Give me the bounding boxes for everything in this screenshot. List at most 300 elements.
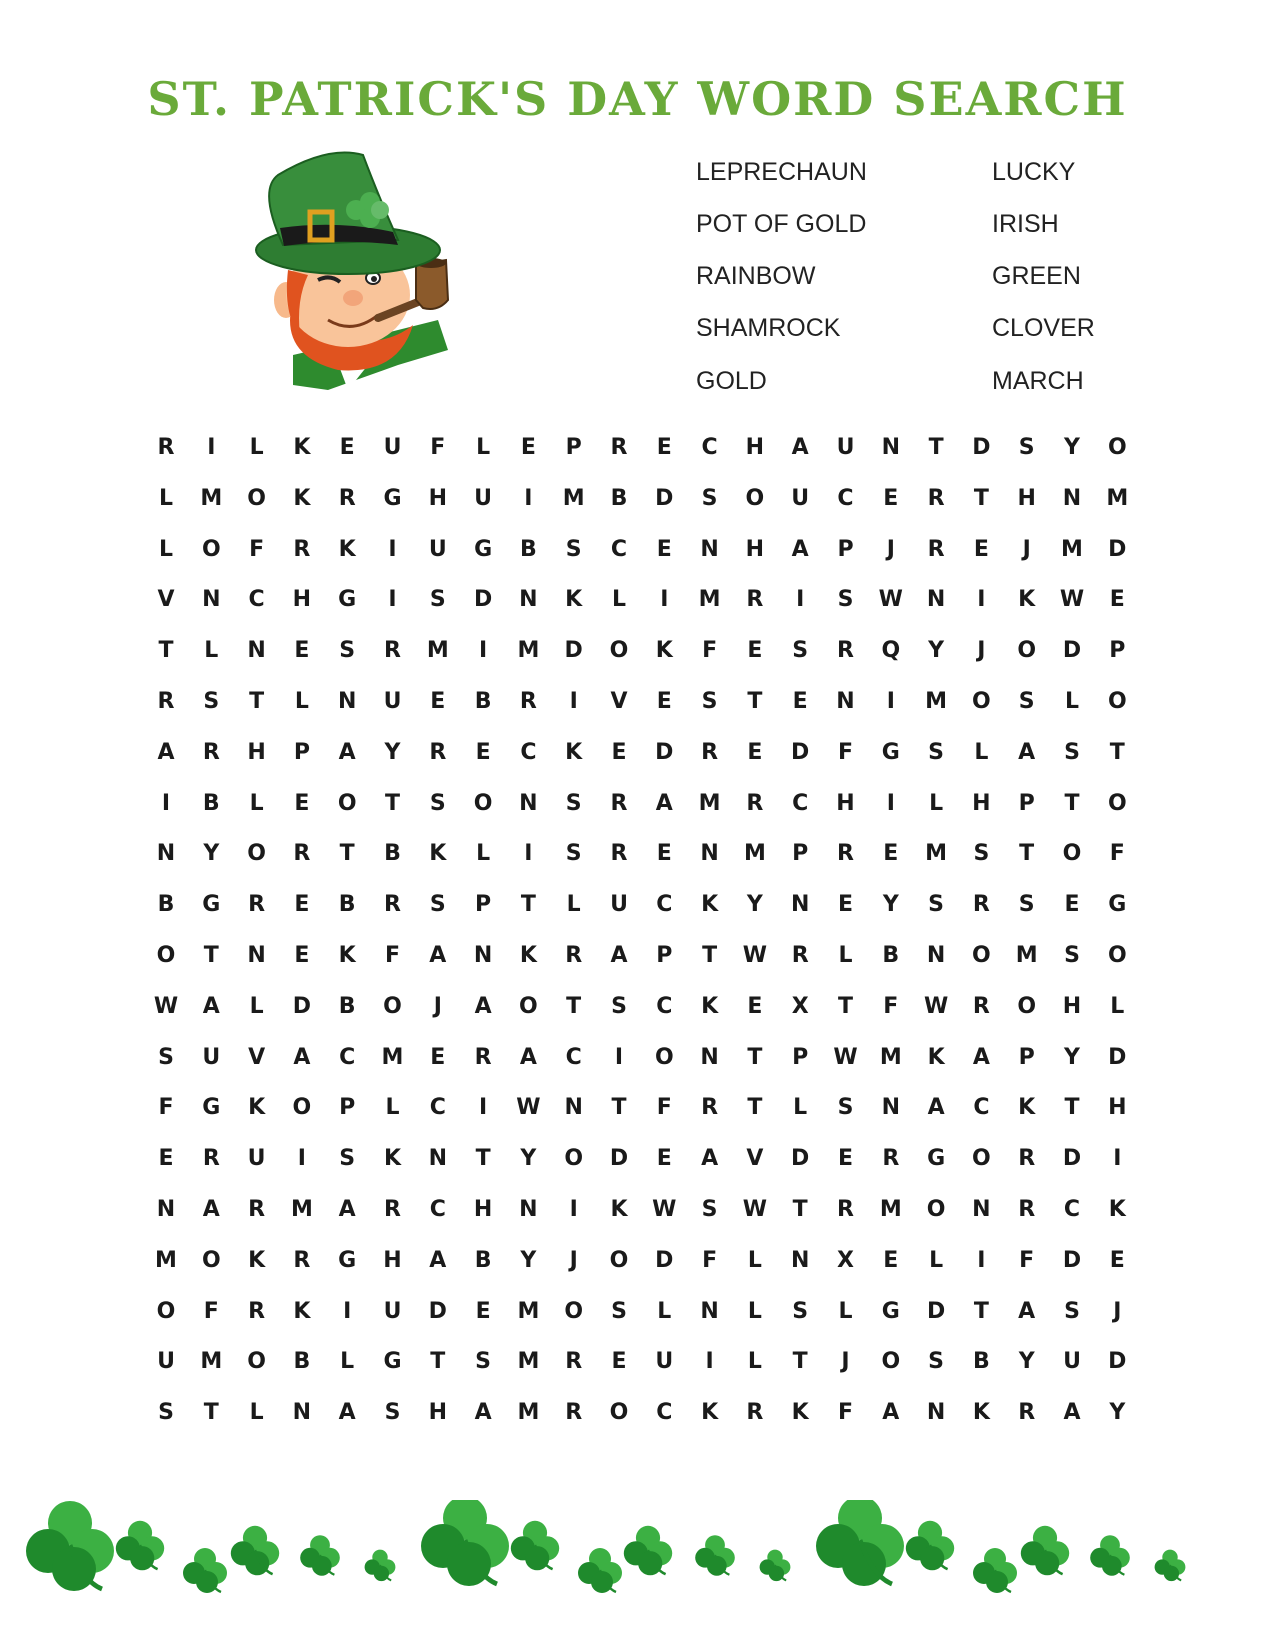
grid-letter[interactable]: R [746, 1400, 764, 1426]
grid-letter[interactable]: S [701, 1197, 718, 1222]
grid-letter[interactable]: A [338, 1400, 356, 1426]
grid-letter[interactable]: P [1018, 1044, 1035, 1070]
grid-letter[interactable]: M [698, 587, 721, 613]
grid-letter[interactable]: U [157, 1349, 175, 1375]
grid-letter[interactable]: K [293, 435, 311, 460]
grid-letter[interactable]: T [792, 1349, 808, 1375]
grid-letter[interactable]: M [562, 485, 585, 511]
grid-letter[interactable]: K [293, 1298, 311, 1324]
grid-letter[interactable]: R [1018, 1146, 1036, 1172]
grid-letter[interactable]: S [203, 689, 220, 714]
grid-letter[interactable]: I [388, 587, 397, 613]
grid-letter[interactable]: K [791, 1400, 809, 1426]
grid-letter[interactable]: B [474, 689, 492, 714]
grid-letter[interactable]: P [656, 943, 673, 968]
grid-letter[interactable]: N [473, 943, 493, 968]
grid-letter[interactable]: E [656, 689, 672, 714]
grid-letter[interactable]: E [611, 1349, 627, 1375]
grid-letter[interactable]: N [790, 892, 810, 918]
grid-letter[interactable]: T [973, 485, 989, 511]
grid-letter[interactable]: S [701, 485, 718, 511]
grid-letter[interactable]: E [294, 790, 310, 816]
grid-letter[interactable]: M [517, 1400, 540, 1426]
grid-letter[interactable]: I [524, 485, 533, 511]
grid-letter[interactable]: W [742, 943, 768, 968]
grid-letter[interactable]: A [791, 435, 809, 460]
grid-letter[interactable]: R [746, 587, 764, 613]
grid-letter[interactable]: S [384, 1400, 401, 1426]
grid-letter[interactable]: G [927, 1146, 946, 1172]
grid-letter[interactable]: O [337, 790, 357, 816]
grid-letter[interactable]: R [565, 1349, 583, 1375]
grid-letter[interactable]: A [429, 943, 447, 968]
grid-letter[interactable]: T [249, 689, 265, 714]
grid-letter[interactable]: I [977, 1247, 986, 1273]
grid-letter[interactable]: H [292, 587, 312, 613]
grid-letter[interactable]: I [886, 790, 895, 816]
grid-letter[interactable]: U [383, 435, 402, 460]
grid-letter[interactable]: R [293, 1247, 311, 1273]
grid-letter[interactable]: L [1110, 993, 1125, 1019]
grid-letter[interactable]: K [565, 739, 583, 765]
grid-letter[interactable]: N [700, 1298, 719, 1324]
grid-letter[interactable]: M [698, 790, 721, 816]
grid-letter[interactable]: D [655, 1247, 674, 1273]
grid-letter[interactable]: L [385, 1095, 400, 1121]
grid-letter[interactable]: I [1113, 1146, 1122, 1172]
grid-letter[interactable]: S [1064, 943, 1080, 968]
grid-letter[interactable]: A [610, 943, 628, 968]
grid-letter[interactable]: L [838, 1298, 853, 1324]
grid-letter[interactable]: L [747, 1247, 762, 1273]
grid-letter[interactable]: S [792, 1298, 809, 1324]
grid-letter[interactable]: M [200, 1349, 223, 1375]
grid-letter[interactable]: S [429, 587, 446, 613]
grid-letter[interactable]: R [429, 739, 447, 765]
grid-letter[interactable]: G [881, 739, 900, 765]
grid-letter[interactable]: B [973, 1349, 990, 1375]
grid-letter[interactable]: S [158, 1044, 174, 1070]
grid-letter[interactable]: L [566, 892, 581, 918]
grid-letter[interactable]: T [611, 1095, 627, 1121]
grid-letter[interactable]: O [972, 943, 991, 968]
grid-letter[interactable]: C [565, 1044, 582, 1070]
grid-letter[interactable]: A [701, 1146, 719, 1172]
grid-letter[interactable]: R [791, 943, 809, 968]
grid-letter[interactable]: U [383, 689, 402, 714]
grid-letter[interactable]: R [519, 689, 537, 714]
grid-letter[interactable]: Y [520, 1247, 537, 1273]
grid-letter[interactable]: T [203, 943, 219, 968]
grid-letter[interactable]: O [247, 1349, 266, 1375]
grid-letter[interactable]: B [157, 892, 175, 918]
grid-letter[interactable]: L [974, 739, 989, 765]
grid-letter[interactable]: L [294, 689, 309, 714]
grid-letter[interactable]: E [475, 739, 491, 765]
grid-letter[interactable]: U [655, 1349, 674, 1375]
grid-letter[interactable]: D [1062, 1146, 1082, 1172]
grid-letter[interactable]: E [475, 1298, 491, 1324]
grid-letter[interactable]: W [1059, 587, 1085, 613]
grid-letter[interactable]: N [926, 943, 946, 968]
grid-letter[interactable]: C [520, 739, 537, 765]
grid-letter[interactable]: E [430, 689, 446, 714]
grid-letter[interactable]: F [203, 1298, 219, 1324]
grid-letter[interactable]: N [519, 587, 538, 613]
grid-letter[interactable]: N [700, 536, 719, 562]
grid-letter[interactable]: G [881, 1298, 900, 1324]
grid-letter[interactable]: O [881, 1349, 901, 1375]
grid-letter[interactable]: R [384, 892, 401, 918]
grid-letter[interactable]: F [158, 1095, 174, 1121]
grid-letter[interactable]: F [656, 1095, 672, 1121]
grid-letter[interactable]: M [1061, 536, 1083, 562]
grid-letter[interactable]: W [742, 1197, 768, 1222]
grid-letter[interactable]: J [886, 536, 895, 562]
grid-letter[interactable]: W [153, 993, 179, 1019]
grid-letter[interactable]: C [656, 993, 673, 1019]
grid-letter[interactable]: M [743, 841, 766, 867]
grid-letter[interactable]: R [474, 1044, 492, 1070]
grid-letter[interactable]: U [610, 892, 628, 918]
grid-letter[interactable]: K [383, 1146, 402, 1172]
grid-letter[interactable]: M [155, 1247, 177, 1273]
grid-letter[interactable]: C [837, 485, 854, 511]
grid-letter[interactable]: S [928, 739, 945, 765]
grid-letter[interactable]: V [248, 1044, 266, 1070]
grid-letter[interactable]: L [476, 435, 491, 460]
grid-letter[interactable]: J [1022, 536, 1031, 562]
grid-letter[interactable]: L [747, 1298, 762, 1324]
grid-letter[interactable]: N [926, 587, 946, 613]
grid-letter[interactable]: L [1064, 689, 1080, 714]
grid-letter[interactable]: C [656, 1400, 673, 1426]
grid-letter[interactable]: L [929, 790, 944, 816]
grid-letter[interactable]: I [614, 1044, 624, 1070]
grid-letter[interactable]: B [338, 993, 356, 1019]
grid-letter[interactable]: K [338, 536, 356, 562]
grid-letter[interactable]: R [157, 435, 175, 460]
grid-letter[interactable]: N [247, 638, 266, 664]
grid-letter[interactable]: M [925, 841, 948, 867]
grid-letter[interactable]: R [837, 1197, 854, 1222]
grid-letter[interactable]: N [881, 435, 900, 460]
grid-letter[interactable]: R [293, 841, 311, 867]
grid-letter[interactable]: F [430, 435, 446, 460]
grid-letter[interactable]: Y [1064, 435, 1080, 460]
grid-letter[interactable]: W [923, 993, 949, 1019]
grid-letter[interactable]: D [1062, 1247, 1082, 1273]
grid-letter[interactable]: I [388, 536, 397, 562]
grid-letter[interactable]: N [519, 1197, 538, 1222]
grid-letter[interactable]: B [293, 1349, 311, 1375]
grid-letter[interactable]: Q [881, 638, 901, 664]
grid-letter[interactable]: O [972, 1146, 991, 1172]
grid-letter[interactable]: T [430, 1349, 446, 1375]
grid-letter[interactable]: U [383, 1298, 402, 1324]
grid-letter[interactable]: U [791, 485, 810, 511]
grid-letter[interactable]: N [519, 790, 538, 816]
grid-letter[interactable]: S [1018, 892, 1035, 918]
grid-letter[interactable]: M [517, 1349, 540, 1375]
grid-letter[interactable]: L [158, 485, 174, 511]
grid-letter[interactable]: O [383, 993, 402, 1019]
grid-letter[interactable]: N [926, 1400, 946, 1426]
grid-letter[interactable]: S [701, 689, 718, 714]
grid-letter[interactable]: H [428, 1400, 447, 1426]
grid-letter[interactable]: A [655, 790, 673, 816]
grid-letter[interactable]: R [202, 1146, 220, 1172]
grid-letter[interactable]: F [1019, 1247, 1035, 1273]
grid-letter[interactable]: I [977, 587, 986, 613]
grid-letter[interactable]: N [700, 841, 719, 867]
grid-letter[interactable]: R [1018, 1197, 1036, 1222]
grid-letter[interactable]: A [157, 739, 175, 765]
grid-letter[interactable]: Y [384, 739, 401, 765]
grid-letter[interactable]: M [1106, 485, 1129, 511]
grid-letter[interactable]: O [926, 1197, 946, 1222]
grid-letter[interactable]: E [883, 485, 899, 511]
grid-letter[interactable]: A [429, 1247, 447, 1273]
grid-letter[interactable]: E [792, 689, 808, 714]
grid-letter[interactable]: N [202, 587, 221, 613]
grid-letter[interactable]: D [1062, 638, 1082, 664]
grid-letter[interactable]: O [972, 689, 991, 714]
grid-letter[interactable]: O [609, 638, 629, 664]
grid-letter[interactable]: P [1109, 638, 1126, 664]
grid-letter[interactable]: A [202, 993, 220, 1019]
grid-letter[interactable]: I [161, 790, 171, 816]
grid-letter[interactable]: C [610, 536, 628, 562]
grid-letter[interactable]: T [747, 1044, 763, 1070]
grid-letter[interactable]: D [655, 485, 674, 511]
grid-letter[interactable]: E [883, 1247, 899, 1273]
grid-letter[interactable]: I [297, 1146, 306, 1172]
grid-letter[interactable]: O [1107, 943, 1127, 968]
grid-letter[interactable]: I [479, 1095, 488, 1121]
grid-letter[interactable]: K [565, 587, 583, 613]
grid-letter[interactable]: L [657, 1298, 672, 1324]
grid-letter[interactable]: T [928, 435, 944, 460]
grid-letter[interactable]: L [249, 993, 264, 1019]
grid-letter[interactable]: J [841, 1349, 850, 1375]
grid-letter[interactable]: W [878, 587, 903, 613]
grid-letter[interactable]: O [156, 943, 176, 968]
grid-letter[interactable]: R [837, 638, 854, 664]
grid-letter[interactable]: U [836, 435, 855, 460]
grid-letter[interactable]: Y [746, 892, 763, 918]
grid-letter[interactable]: H [745, 536, 765, 562]
grid-letter[interactable]: O [201, 536, 221, 562]
grid-letter[interactable]: L [249, 1400, 264, 1426]
grid-letter[interactable]: T [158, 638, 174, 664]
grid-letter[interactable]: A [1063, 1400, 1081, 1426]
grid-letter[interactable]: K [655, 638, 673, 664]
grid-letter[interactable]: M [517, 1298, 540, 1324]
grid-letter[interactable]: U [474, 485, 493, 511]
grid-letter[interactable]: T [702, 943, 718, 968]
grid-letter[interactable]: P [837, 536, 854, 562]
grid-letter[interactable]: S [1018, 435, 1035, 460]
grid-letter[interactable]: M [879, 1044, 902, 1070]
grid-letter[interactable]: N [836, 689, 855, 714]
grid-letter[interactable]: N [428, 1146, 447, 1172]
grid-letter[interactable]: C [656, 892, 673, 918]
grid-letter[interactable]: W [516, 1095, 541, 1121]
grid-letter[interactable]: O [247, 841, 266, 867]
grid-letter[interactable]: X [837, 1247, 854, 1273]
grid-letter[interactable]: C [1063, 1197, 1081, 1222]
grid-letter[interactable]: Y [928, 638, 945, 664]
grid-letter[interactable]: N [790, 1247, 810, 1273]
grid-letter[interactable]: A [1018, 1298, 1036, 1324]
grid-letter[interactable]: D [1108, 1044, 1127, 1070]
grid-letter[interactable]: C [429, 1197, 446, 1222]
grid-letter[interactable]: D [1108, 1349, 1127, 1375]
grid-letter[interactable]: A [293, 1044, 311, 1070]
grid-letter[interactable]: E [611, 739, 627, 765]
grid-letter[interactable]: M [517, 638, 540, 664]
grid-letter[interactable]: K [519, 943, 537, 968]
grid-letter[interactable]: E [656, 536, 672, 562]
grid-letter[interactable]: X [791, 993, 809, 1019]
grid-letter[interactable]: H [1108, 1095, 1127, 1121]
grid-letter[interactable]: E [158, 1146, 174, 1172]
grid-letter[interactable]: D [609, 1146, 629, 1172]
grid-letter[interactable]: P [792, 841, 809, 867]
grid-letter[interactable]: K [1018, 1095, 1036, 1121]
grid-letter[interactable]: H [247, 739, 266, 765]
grid-letter[interactable]: A [202, 1197, 220, 1222]
grid-letter[interactable]: C [429, 1095, 446, 1121]
grid-letter[interactable]: W [833, 1044, 858, 1070]
grid-letter[interactable]: K [701, 993, 719, 1019]
grid-letter[interactable]: G [202, 1095, 221, 1121]
grid-letter[interactable]: K [248, 1095, 266, 1121]
grid-letter[interactable]: D [564, 638, 583, 664]
grid-letter[interactable]: R [1018, 1400, 1036, 1426]
grid-letter[interactable]: K [429, 841, 447, 867]
grid-letter[interactable]: V [610, 689, 628, 714]
grid-letter[interactable]: H [473, 1197, 493, 1222]
grid-letter[interactable]: R [293, 536, 311, 562]
grid-letter[interactable]: Y [1109, 1400, 1126, 1426]
grid-letter[interactable]: V [746, 1146, 764, 1172]
grid-letter[interactable]: H [1017, 485, 1036, 511]
grid-letter[interactable]: F [384, 943, 401, 968]
grid-letter[interactable]: G [1108, 892, 1127, 918]
grid-letter[interactable]: T [973, 1298, 989, 1324]
grid-letter[interactable]: L [158, 536, 174, 562]
grid-letter[interactable]: H [836, 790, 855, 816]
grid-letter[interactable]: P [792, 1044, 809, 1070]
grid-letter[interactable]: S [928, 1349, 945, 1375]
grid-letter[interactable]: M [200, 485, 223, 511]
grid-letter[interactable]: I [569, 1197, 578, 1222]
grid-letter[interactable]: R [610, 841, 628, 867]
grid-letter[interactable]: N [292, 1400, 312, 1426]
grid-letter[interactable]: I [660, 587, 669, 613]
grid-letter[interactable]: S [339, 1146, 356, 1172]
grid-letter[interactable]: S [429, 790, 446, 816]
grid-letter[interactable]: N [156, 841, 176, 867]
grid-letter[interactable]: S [837, 1095, 854, 1121]
grid-letter[interactable]: R [157, 689, 175, 714]
grid-letter[interactable]: O [1017, 993, 1037, 1019]
grid-letter[interactable]: F [249, 536, 265, 562]
grid-letter[interactable]: W [652, 1197, 677, 1222]
grid-letter[interactable]: F [837, 1400, 854, 1426]
grid-letter[interactable]: T [747, 1095, 763, 1121]
grid-letter[interactable]: R [248, 1298, 266, 1324]
grid-letter[interactable]: E [656, 841, 672, 867]
grid-letter[interactable]: U [428, 536, 447, 562]
grid-letter[interactable]: A [474, 1400, 492, 1426]
grid-letter[interactable]: O [564, 1298, 584, 1324]
grid-letter[interactable]: S [429, 892, 446, 918]
grid-letter[interactable]: R [248, 892, 266, 918]
grid-letter[interactable]: J [433, 993, 442, 1019]
grid-letter[interactable]: A [791, 536, 809, 562]
grid-letter[interactable]: F [1109, 841, 1125, 867]
grid-letter[interactable]: E [883, 841, 899, 867]
grid-letter[interactable]: R [837, 841, 854, 867]
grid-letter[interactable]: K [1018, 587, 1036, 613]
grid-letter[interactable]: D [1108, 536, 1127, 562]
grid-letter[interactable]: V [157, 587, 175, 613]
grid-letter[interactable]: L [838, 943, 853, 968]
grid-letter[interactable]: R [701, 1095, 719, 1121]
grid-letter[interactable]: M [290, 1197, 313, 1222]
grid-letter[interactable]: M [381, 1044, 404, 1070]
grid-letter[interactable]: O [654, 1044, 674, 1070]
grid-letter[interactable]: N [1062, 485, 1082, 511]
grid-letter[interactable]: E [837, 892, 854, 918]
grid-letter[interactable]: P [565, 435, 582, 460]
grid-letter[interactable]: G [383, 1349, 402, 1375]
grid-letter[interactable]: L [249, 435, 264, 460]
grid-letter[interactable]: O [473, 790, 493, 816]
grid-letter[interactable]: T [792, 1197, 808, 1222]
grid-letter[interactable]: Y [203, 841, 220, 867]
grid-letter[interactable]: E [339, 435, 355, 460]
grid-letter[interactable]: O [564, 1146, 584, 1172]
grid-letter[interactable]: L [340, 1349, 355, 1375]
grid-letter[interactable]: J [1113, 1298, 1122, 1324]
grid-letter[interactable]: D [655, 739, 674, 765]
grid-letter[interactable]: A [519, 1044, 537, 1070]
grid-letter[interactable]: S [565, 841, 582, 867]
grid-letter[interactable]: K [248, 1247, 266, 1273]
grid-letter[interactable]: I [796, 587, 805, 613]
grid-letter[interactable]: I [886, 689, 895, 714]
grid-letter[interactable]: S [611, 993, 627, 1019]
grid-letter[interactable]: S [475, 1349, 492, 1375]
grid-letter[interactable]: O [247, 485, 266, 511]
grid-letter[interactable]: K [1108, 1197, 1126, 1222]
grid-letter[interactable]: A [972, 1044, 990, 1070]
grid-letter[interactable]: A [1018, 739, 1036, 765]
grid-letter[interactable]: D [791, 739, 810, 765]
grid-letter[interactable]: O [519, 993, 538, 1019]
grid-letter[interactable]: E [1064, 892, 1080, 918]
grid-letter[interactable]: U [202, 1044, 221, 1070]
grid-letter[interactable]: G [338, 587, 357, 613]
grid-letter[interactable]: O [1062, 841, 1082, 867]
grid-letter[interactable]: T [1064, 1095, 1080, 1121]
grid-letter[interactable]: P [475, 892, 492, 918]
grid-letter[interactable]: R [202, 739, 220, 765]
